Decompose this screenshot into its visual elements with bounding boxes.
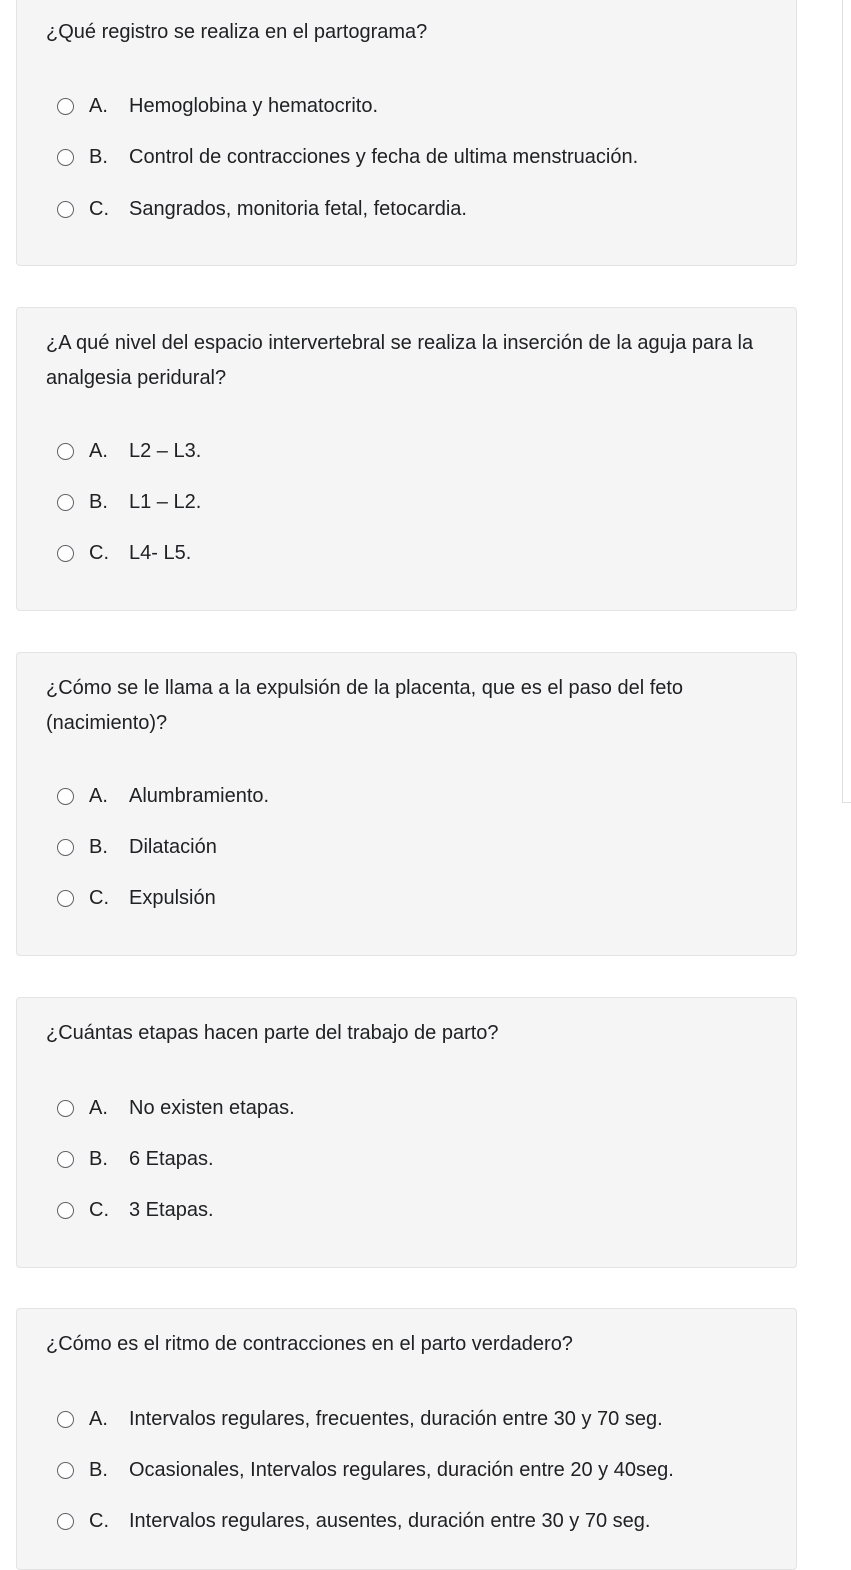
radio-button[interactable]	[57, 788, 74, 805]
option-b[interactable]	[57, 487, 202, 517]
option-letter: C.	[89, 886, 109, 909]
radio-button[interactable]	[57, 1411, 74, 1428]
option-letter: A.	[89, 1096, 108, 1119]
option-letter: A.	[89, 439, 108, 462]
question-text: ¿Cómo se le llama a la expulsión de la placenta, que es el paso del feto (nacimiento)?	[46, 677, 684, 734]
option-c[interactable]	[57, 1195, 214, 1225]
option-label: Control de contracciones y fecha de ultima menstruación.	[129, 145, 639, 168]
radio-button[interactable]	[57, 839, 74, 856]
radio-button[interactable]	[57, 1462, 74, 1479]
question-card	[16, 0, 797, 266]
radio-button[interactable]	[57, 1513, 74, 1530]
option-a[interactable]	[57, 781, 270, 811]
option-label: Dilatación	[129, 835, 217, 858]
option-letter: A.	[89, 784, 108, 807]
option-c[interactable]	[57, 883, 216, 913]
option-label: L1 – L2.	[129, 490, 202, 513]
option-letter: B.	[89, 1147, 108, 1170]
radio-button[interactable]	[57, 98, 74, 115]
option-label: Alumbramiento.	[129, 784, 270, 807]
option-label: No existen etapas.	[129, 1096, 295, 1119]
option-label: 3 Etapas.	[129, 1198, 214, 1221]
question-text: ¿Cuántas etapas hacen parte del trabajo de parto?	[46, 1022, 499, 1044]
radio-button[interactable]	[57, 1100, 74, 1117]
radio-button[interactable]	[57, 494, 74, 511]
option-b[interactable]	[57, 832, 217, 862]
option-b[interactable]	[57, 1455, 674, 1485]
option-b[interactable]	[57, 1144, 214, 1174]
question-text: ¿A qué nivel del espacio intervertebral se realiza la inserción de la aguja para la analgesia peridural?	[46, 332, 754, 389]
radio-button[interactable]	[57, 149, 74, 166]
option-label: Intervalos regulares, frecuentes, duración entre 30 y 70 seg.	[129, 1407, 663, 1430]
adjacent-panel-edge	[842, 0, 851, 803]
option-letter: A.	[89, 1407, 108, 1430]
option-label: L2 – L3.	[129, 439, 202, 462]
option-letter: B.	[89, 1458, 108, 1481]
option-letter: C.	[89, 1198, 109, 1221]
option-label: Sangrados, monitoria fetal, fetocardia.	[129, 197, 467, 220]
option-a[interactable]	[57, 91, 379, 121]
question-card	[16, 1308, 797, 1570]
option-letter: B.	[89, 835, 108, 858]
option-label: L4- L5.	[129, 541, 192, 564]
option-letter: B.	[89, 145, 108, 168]
question-text: ¿Cómo es el ritmo de contracciones en el parto verdadero?	[46, 1333, 573, 1355]
option-label: Ocasionales, Intervalos regulares, duración entre 20 y 40seg.	[129, 1458, 674, 1481]
option-b[interactable]	[57, 142, 639, 172]
option-letter: C.	[89, 541, 109, 564]
option-c[interactable]	[57, 194, 467, 224]
option-letter: C.	[89, 1509, 109, 1532]
option-a[interactable]	[57, 1404, 663, 1434]
radio-button[interactable]	[57, 201, 74, 218]
option-c[interactable]	[57, 538, 192, 568]
radio-button[interactable]	[57, 1202, 74, 1219]
option-label: Hemoglobina y hematocrito.	[129, 94, 379, 117]
option-a[interactable]	[57, 436, 202, 466]
option-letter: C.	[89, 197, 109, 220]
question-card	[16, 997, 797, 1268]
option-label: 6 Etapas.	[129, 1147, 214, 1170]
radio-button[interactable]	[57, 545, 74, 562]
option-label: Expulsión	[129, 886, 216, 909]
option-a[interactable]	[57, 1093, 295, 1123]
question-card	[16, 652, 797, 956]
option-letter: B.	[89, 490, 108, 513]
radio-button[interactable]	[57, 1151, 74, 1168]
option-c[interactable]	[57, 1506, 651, 1536]
question-text: ¿Qué registro se realiza en el partograma?	[46, 21, 428, 43]
radio-button[interactable]	[57, 890, 74, 907]
question-card	[16, 307, 797, 611]
option-label: Intervalos regulares, ausentes, duración entre 30 y 70 seg.	[129, 1509, 651, 1532]
radio-button[interactable]	[57, 443, 74, 460]
option-letter: A.	[89, 94, 108, 117]
